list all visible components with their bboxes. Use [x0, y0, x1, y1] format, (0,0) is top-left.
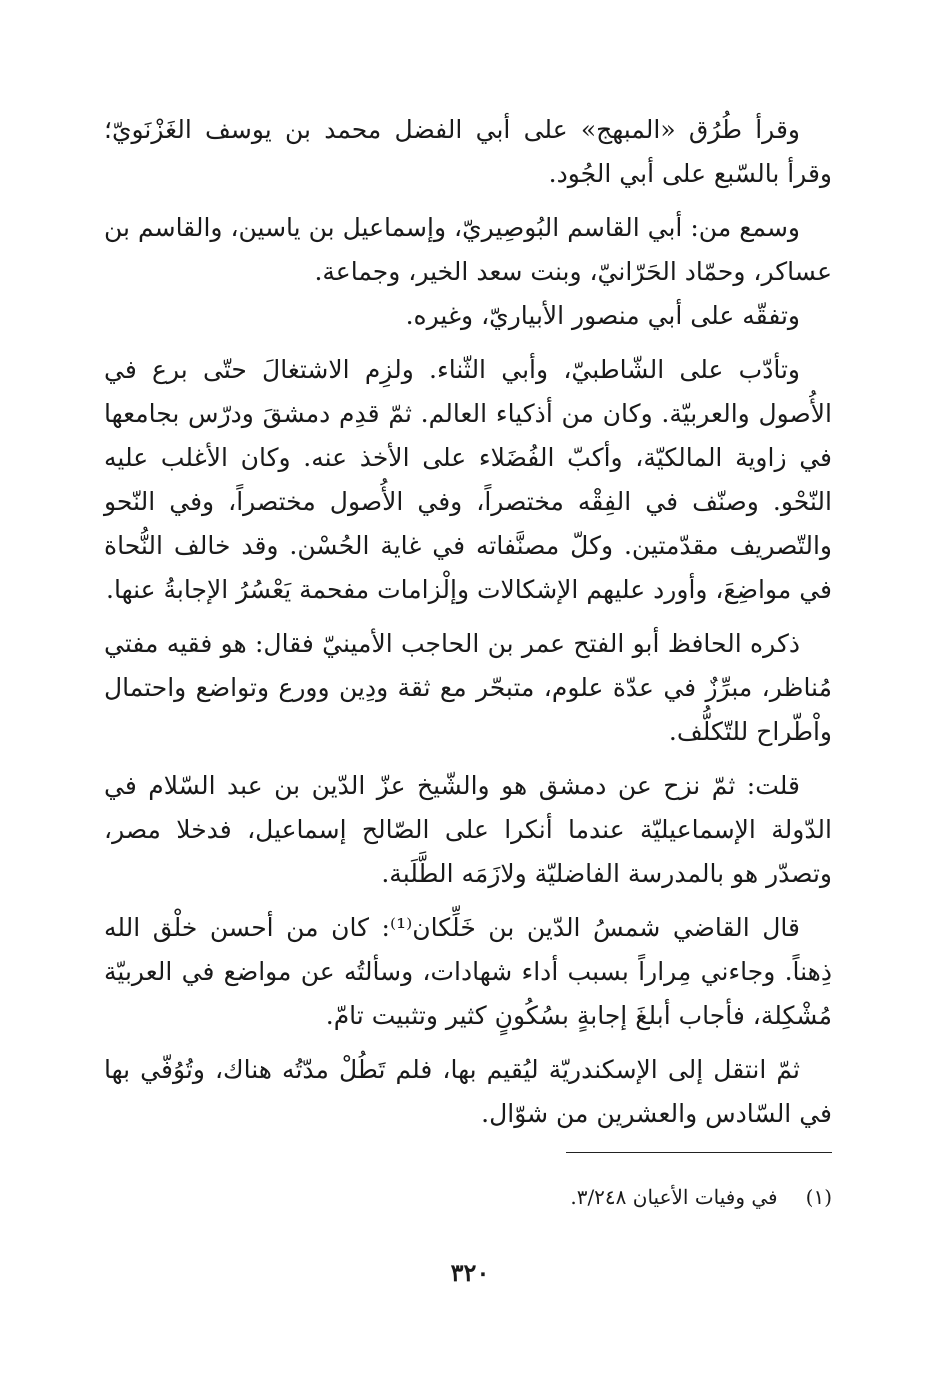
paragraph-1: وقرأ طُرُق «المبهج» على أبي الفضل محمد بن يوسف الغَزْنَويّ؛ وقرأ بالسّبع على أبي الجُود.	[104, 115, 832, 188]
paragraph-8: ثمّ انتقل إلى الإسكندريّة ليُقيم بها، فلم تَطُلْ مدّتُه هناك، وتُوُفّي بها في السّادس والعشرين من شوّال.	[104, 1055, 832, 1128]
page-number: ٣٢٠	[450, 1258, 490, 1287]
paragraph-5: ذكره الحافظ أبو الفتح عمر بن الحاجب الأمينيّ فقال: هو فقيه مفتي مُناظر، مبرِّزٌ في عدّة علوم، متبحّر مع ثقة ودِين وورع وتواضع واحتمال واْطّراح للتّكلُّف.	[104, 629, 832, 746]
footnote-divider	[566, 1152, 832, 1153]
paragraph-2: وسمع من: أبي القاسم البُوصِيريّ، وإسماعيل بن ياسين، والقاسم بن عساكر، وحمّاد الحَرّانيّ، وبنت سعد الخير، وجماعة.	[104, 213, 832, 286]
main-text	[104, 108, 832, 1146]
paragraph-7: قال القاضي شمسُ الدّين بن خَلِّكان⁽¹⁾: كان من أحسن خلْق الله ذِهناً. وجاءني مِراراً بسبب أداء شهادات، وسألتُه عن مواضع في العربيّة مُشْكِلة، فأجاب أبلغَ إجابةٍ بسُكُونٍ كثير وتثبيت تامّ.	[104, 913, 832, 1030]
paragraph-6: قلت: ثمّ نزح عن دمشق هو والشّيخ عزّ الدّين بن عبد السّلام في الدّولة الإسماعيليّة عندما أنكرا على الصّالح إسماعيل، فدخلا مصر، وتصدّر هو بالمدرسة الفاضليّة ولازَمَه الطَّلَبة.	[104, 771, 832, 888]
paragraph-3: وتفقّه على أبي منصور الأبياريّ، وغيره.	[405, 301, 800, 330]
footnote	[104, 1181, 832, 1213]
footnote-text: في وفيات الأعيان ٣/٢٤٨.	[570, 1185, 778, 1209]
paragraph-4: وتأدّب على الشّاطبيّ، وأبي الثّناء. ولزِم الاشتغالَ حتّى برع في الأُصول والعربيّة. وكان من أذكياء العالم. ثمّ قدِم دمشقَ ودرّس بجامعها في زاوية المالكيّة، وأكبّ الفُضَلاء على الأخذ عنه. وكان الأغلب عليه النّحْو. وصنّف في الفِقْه مختصراً، وفي الأُصول مختصراً، وفي النّحو والتّصريف مقدّمتين. وكلّ مصنَّفاته في غاية الحُسْن. وقد خالف النُّحاة في مواضِعَ، وأورد عليهم الإشكالات وإلْزامات مفحمة يَعْسُرُ الإجابةُ عنها.	[104, 355, 832, 604]
footnote-number: (١)	[805, 1185, 832, 1209]
